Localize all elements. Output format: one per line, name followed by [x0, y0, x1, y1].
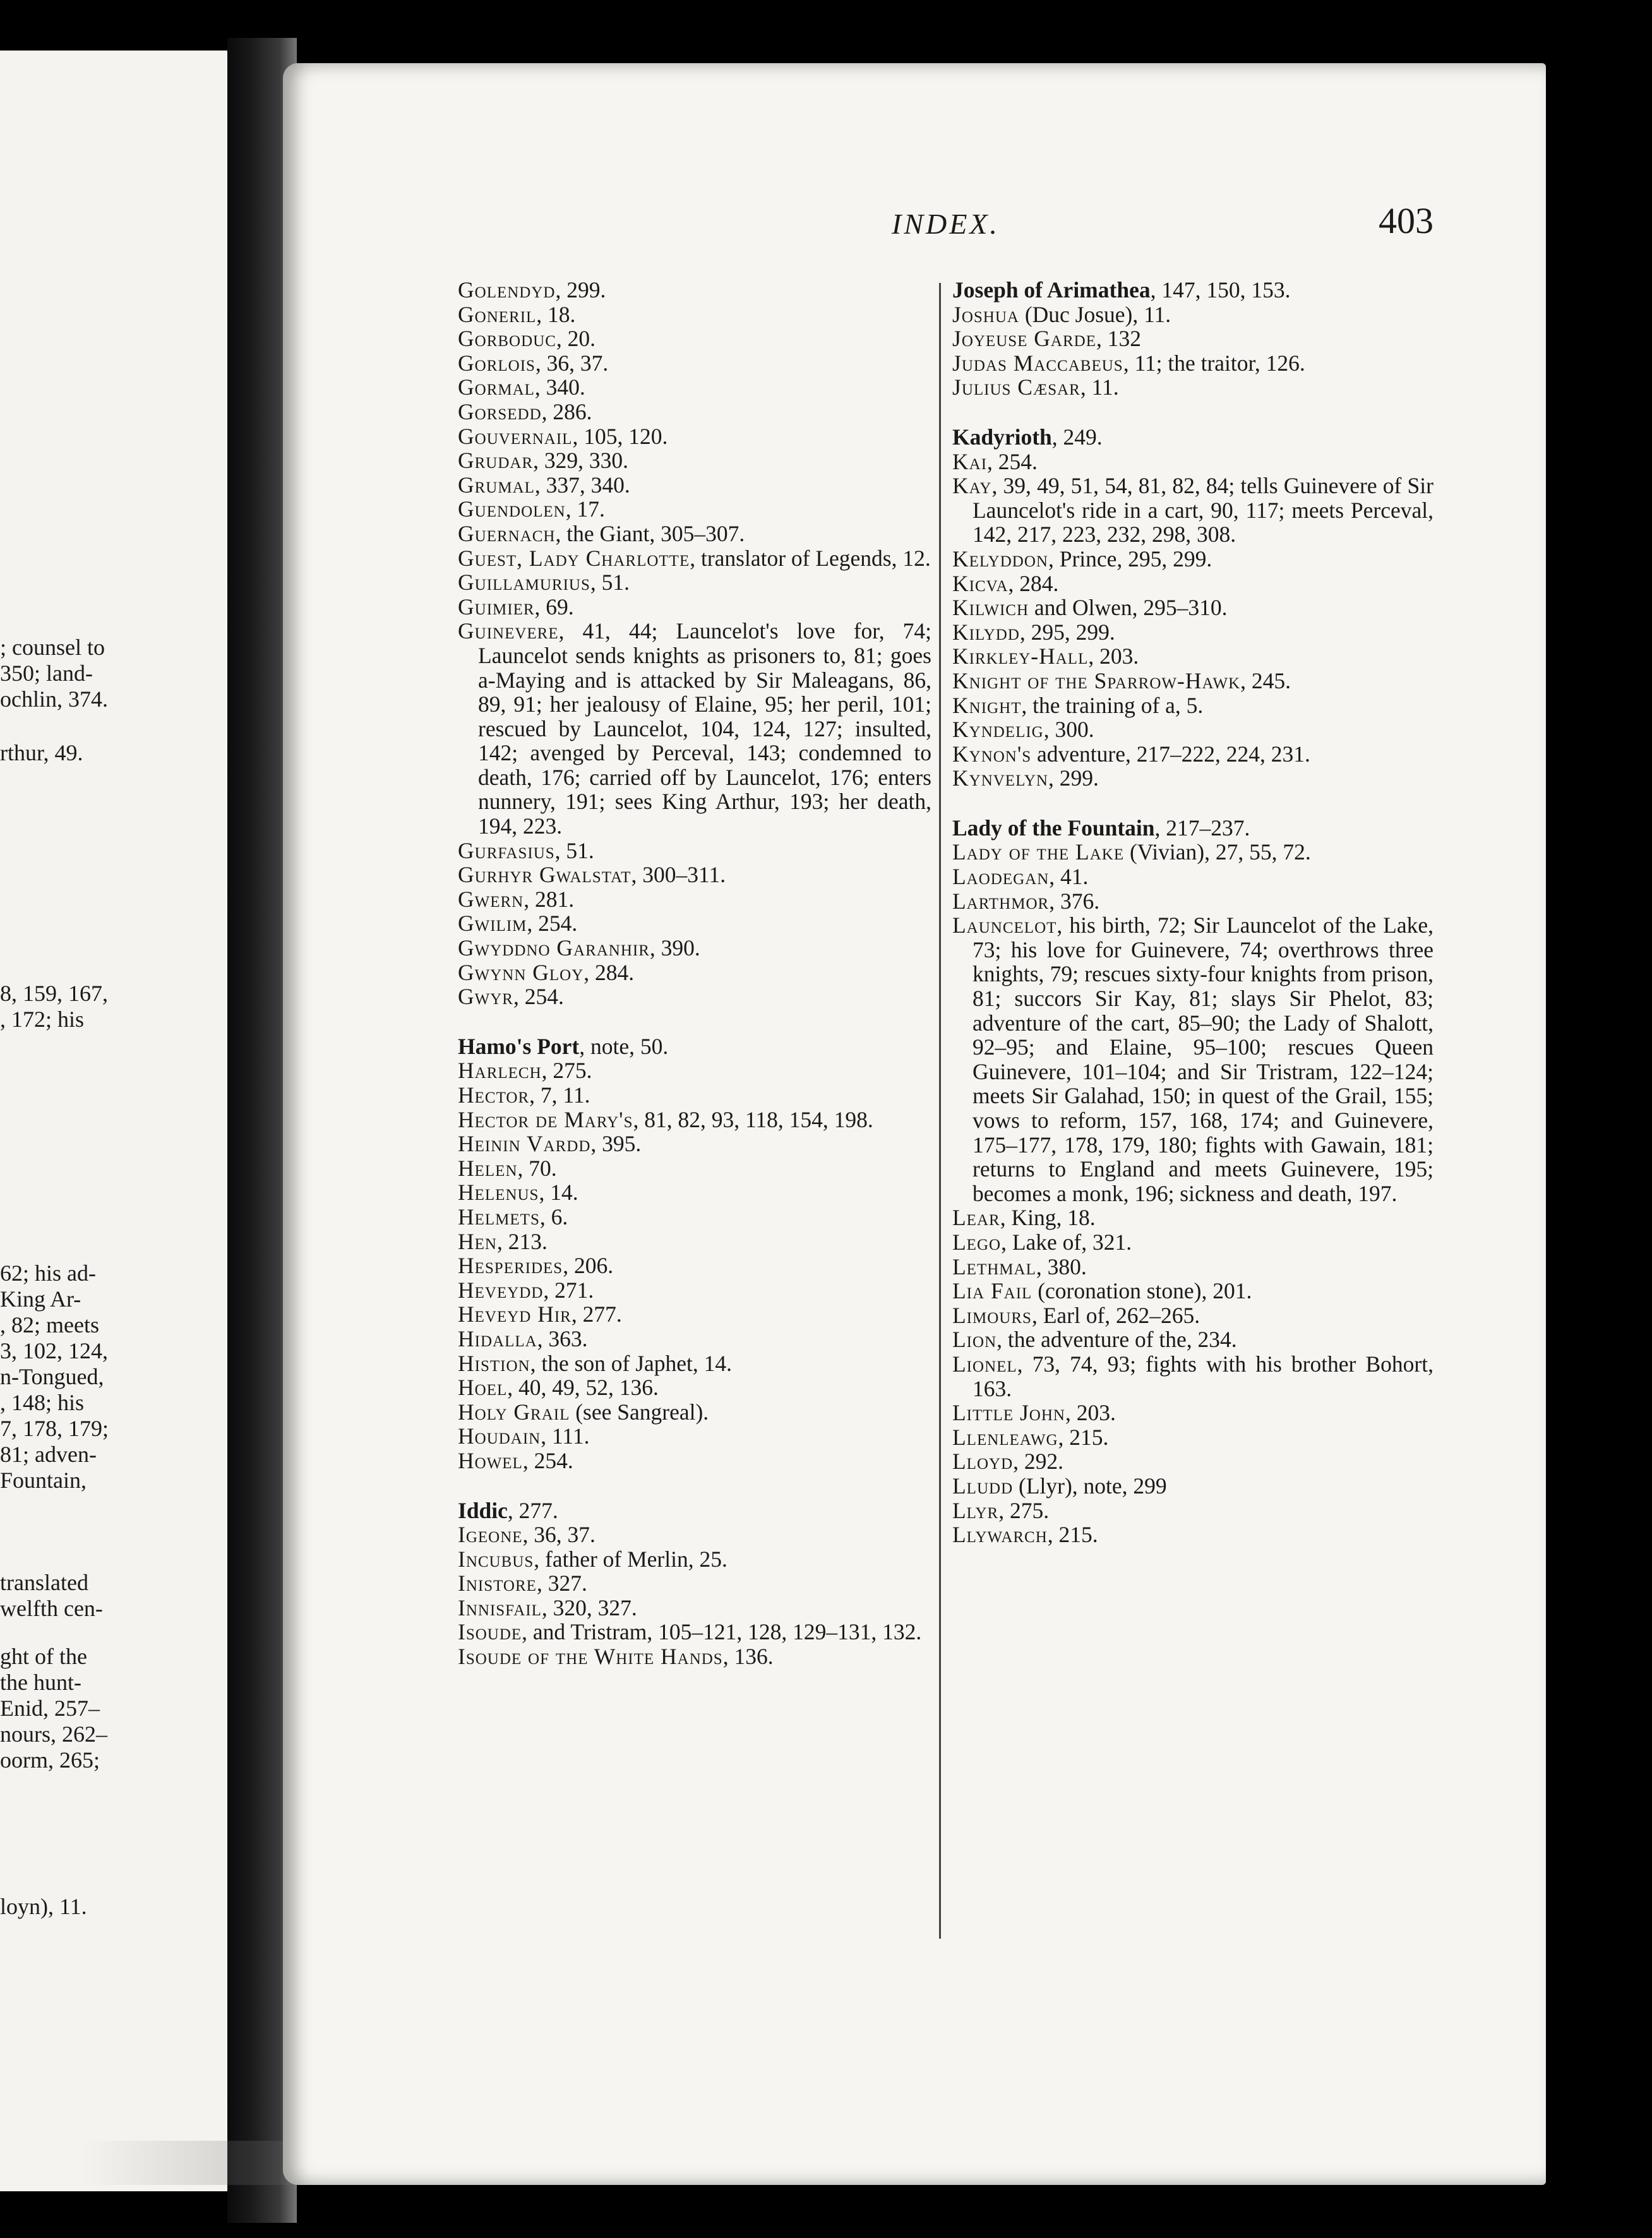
- index-headword: Laodegan: [952, 864, 1050, 890]
- index-entry: [952, 1474, 1434, 1499]
- index-headword: Llyr: [952, 1497, 999, 1523]
- index-headword: Harlech: [458, 1058, 542, 1084]
- index-references: , 73, 74, 93; fights with his brother Bohort, 163.: [973, 1351, 1434, 1401]
- index-headword: Lloyd: [952, 1449, 1014, 1475]
- index-headword: Hector: [458, 1082, 530, 1108]
- index-column-right: [952, 278, 1434, 1547]
- index-entry: [458, 619, 931, 838]
- index-headword: Lear: [952, 1205, 1000, 1231]
- index-entry: [952, 1303, 1434, 1328]
- index-references: , the son of Japhet, 14.: [530, 1350, 733, 1376]
- left-page-text-fragment: the hunt-: [0, 1670, 81, 1695]
- index-references: , 376.: [1049, 888, 1100, 914]
- index-entry: [952, 644, 1434, 669]
- index-headword: Hen: [458, 1228, 497, 1254]
- index-entry: [952, 1352, 1434, 1401]
- index-entry: [458, 1327, 931, 1351]
- index-headword: Grumal: [458, 472, 535, 498]
- index-entry: [952, 425, 1434, 450]
- index-references: , the adventure of the, 234.: [997, 1327, 1237, 1353]
- index-headword: Guest, Lady Charlotte: [458, 545, 690, 571]
- left-page-text-fragment: loyn), 11.: [0, 1894, 87, 1919]
- index-entry: [458, 522, 931, 546]
- index-headword: Gwyr: [458, 984, 513, 1010]
- index-entry: [952, 278, 1434, 302]
- index-entry: [458, 1351, 931, 1376]
- index-references: , 300–311.: [631, 862, 726, 888]
- column-rule: [939, 283, 941, 1939]
- index-entry: [458, 960, 931, 985]
- index-headword: Histion: [458, 1350, 530, 1376]
- index-headword: Guimier: [458, 594, 535, 619]
- index-entry: [458, 473, 931, 498]
- index-headword: Kyndelig: [952, 717, 1044, 743]
- index-entry: [458, 1424, 931, 1449]
- index-references: , 254.: [527, 911, 578, 936]
- index-references: , 271.: [543, 1277, 594, 1303]
- index-headword: Houdain: [458, 1423, 541, 1449]
- index-headword: Lionel: [952, 1351, 1017, 1377]
- index-headword: Kay: [952, 473, 992, 499]
- index-headword: Howel: [458, 1447, 523, 1473]
- index-entry: [458, 1523, 931, 1547]
- index-references: , 245.: [1240, 667, 1291, 693]
- index-entry: [458, 1400, 931, 1425]
- index-headword: Julius Cæsar: [952, 374, 1080, 400]
- index-entry: [458, 1278, 931, 1303]
- left-page-text-fragment: , 148; his: [0, 1390, 85, 1415]
- index-headword: Igeone: [458, 1522, 523, 1548]
- index-column-left: [458, 278, 931, 1669]
- index-entry: [458, 1205, 931, 1230]
- index-entry: [458, 984, 931, 1009]
- index-entry: [458, 839, 931, 863]
- index-references: , 295, 299.: [1019, 619, 1115, 645]
- index-entry: [952, 1401, 1434, 1425]
- index-headword: Lion: [952, 1327, 997, 1353]
- index-entry: [458, 1180, 931, 1205]
- index-references: , 6.: [539, 1204, 568, 1230]
- index-references: (Vivian), 27, 55, 72.: [1124, 839, 1311, 865]
- index-references: , 36, 37.: [522, 1522, 596, 1548]
- index-headword: Gorboduc: [458, 326, 556, 352]
- index-references: , 329, 330.: [533, 448, 629, 474]
- index-entry: [458, 302, 931, 327]
- index-references: , translator of Legends, 12.: [690, 545, 931, 571]
- index-references: , note, 50.: [579, 1033, 669, 1059]
- index-headword: Judas Maccabeus: [952, 350, 1123, 376]
- index-entry: [952, 1255, 1434, 1279]
- index-headword: Guinevere: [458, 618, 559, 644]
- index-headword: Launcelot: [952, 913, 1057, 938]
- index-entry: [952, 450, 1434, 474]
- letter-section-gap: [952, 791, 1434, 816]
- index-entry: [952, 766, 1434, 791]
- index-references: , 275.: [998, 1497, 1050, 1523]
- index-entry: [952, 669, 1434, 693]
- index-headword: Hamo's Port: [458, 1033, 580, 1059]
- index-references: , 41.: [1049, 864, 1089, 890]
- index-references: , 51.: [554, 837, 594, 863]
- index-entry: [458, 375, 931, 400]
- index-references: , 299.: [1048, 765, 1099, 791]
- index-headword: Isoude: [458, 1619, 522, 1645]
- index-entry: [458, 1254, 931, 1278]
- index-references: , 380.: [1036, 1254, 1087, 1279]
- index-headword: Gwilim: [458, 911, 527, 936]
- index-headword: Kelyddon: [952, 546, 1048, 571]
- index-references: , 206.: [563, 1253, 614, 1279]
- index-entry: [952, 1425, 1434, 1450]
- index-references: , 105, 120.: [572, 423, 668, 449]
- left-page-text-fragment: ochlin, 374.: [0, 686, 108, 712]
- index-headword: Heinin Vardd: [458, 1131, 591, 1157]
- index-entry: [952, 1327, 1434, 1352]
- index-entry: [458, 1449, 931, 1473]
- index-entry: [458, 936, 931, 960]
- index-entry: [458, 546, 931, 571]
- index-headword: Innisfail: [458, 1595, 542, 1620]
- index-references: , 254.: [513, 984, 564, 1010]
- index-entry: [952, 1449, 1434, 1474]
- index-entry: [952, 1279, 1434, 1303]
- index-entry: [952, 1230, 1434, 1255]
- index-headword: Lludd: [952, 1473, 1014, 1499]
- index-references: , Lake of, 321.: [1001, 1229, 1132, 1255]
- index-entry: [952, 717, 1434, 742]
- page-number: 403: [1379, 200, 1434, 241]
- index-references: (Duc Josue), 11.: [1019, 301, 1171, 327]
- letter-section-gap: [458, 1009, 931, 1034]
- index-headword: Llenleawg: [952, 1424, 1058, 1450]
- index-headword: Heveydd: [458, 1277, 544, 1303]
- index-headword: Goneril: [458, 301, 537, 327]
- index-entry: [458, 1156, 931, 1181]
- index-headword: Joshua: [952, 301, 1019, 327]
- index-entry: [458, 570, 931, 595]
- index-references: , 340.: [534, 374, 585, 400]
- index-headword: Llywarch: [952, 1522, 1048, 1548]
- index-headword: Lady of the Lake: [952, 839, 1125, 865]
- index-entry: [952, 1499, 1434, 1523]
- left-page-text-fragment: 62; his ad-: [0, 1260, 96, 1286]
- index-references: (coronation stone), 201.: [1032, 1278, 1252, 1304]
- index-references: , 14.: [539, 1180, 578, 1206]
- index-references: , 284.: [1008, 570, 1059, 596]
- index-headword: Holy Grail: [458, 1399, 570, 1425]
- left-page-text-fragment: translated: [0, 1570, 88, 1595]
- index-references: , King, 18.: [1000, 1205, 1096, 1231]
- index-references: , 51.: [590, 570, 630, 595]
- index-headword: Knight of the Sparrow-Hawk: [952, 667, 1241, 693]
- index-headword: Gorlois: [458, 350, 536, 376]
- index-entry: [458, 351, 931, 376]
- index-references: , 147, 150, 153.: [1150, 277, 1291, 302]
- index-headword: Gurfasius: [458, 837, 555, 863]
- left-page-text-fragment: 350; land-: [0, 661, 93, 686]
- index-entry: [952, 547, 1434, 571]
- index-headword: Kadyrioth: [952, 424, 1052, 450]
- index-references: , 286.: [541, 398, 592, 424]
- index-headword: Inistore: [458, 1571, 537, 1596]
- index-entry: [952, 375, 1434, 400]
- index-entry: [952, 840, 1434, 865]
- index-headword: Helenus: [458, 1180, 539, 1206]
- index-references: , 284.: [584, 959, 635, 985]
- index-entry: [458, 1302, 931, 1327]
- index-headword: Incubus: [458, 1546, 534, 1572]
- index-references: , 132: [1096, 326, 1141, 352]
- index-headword: Lia Fail: [952, 1278, 1032, 1304]
- index-references: , 41, 44; Launcelot's love for, 74; Launcelot sends knights as prisoners to, 81; goes a-Maying and is attacked by Sir Maleagans, 86, 89, 91; her jealousy of Elaine, 95; her peril, 101; rescued by Launcelot, 104, 124, 127; insulted, 142; avenged by Perceval, 143; condemned to death, 176; carried off by Launcelot, 176; enters nunnery, 191; sees King Arthur, 193; her death, 194, 223.: [478, 618, 931, 839]
- index-entry: [458, 497, 931, 522]
- index-entry: [458, 1499, 931, 1523]
- index-entry: [952, 595, 1434, 620]
- left-page-text-fragment: n-Tongued,: [0, 1364, 104, 1389]
- index-headword: Gouvernail: [458, 423, 573, 449]
- index-references: , father of Merlin, 25.: [534, 1546, 727, 1572]
- index-headword: Knight: [952, 692, 1022, 718]
- index-entry: [952, 816, 1434, 841]
- index-references: , 81, 82, 93, 118, 154, 198.: [633, 1106, 873, 1132]
- index-entry: [952, 693, 1434, 718]
- index-headword: Hesperides: [458, 1253, 563, 1279]
- index-entry: [952, 326, 1434, 351]
- index-references: , 281.: [524, 886, 575, 912]
- index-references: , 111.: [541, 1423, 590, 1449]
- index-headword: Gwyddno Garanhir: [458, 935, 650, 961]
- index-references: , 136.: [722, 1644, 774, 1670]
- index-headword: Lethmal: [952, 1254, 1036, 1279]
- index-references: , 337, 340.: [534, 472, 630, 498]
- index-entry: [458, 1375, 931, 1400]
- index-entry: [952, 474, 1434, 547]
- index-references: , 36, 37.: [535, 350, 609, 376]
- index-references: and Olwen, 295–310.: [1029, 595, 1228, 621]
- index-headword: Hidalla: [458, 1325, 537, 1351]
- index-entry: [952, 913, 1434, 1206]
- left-page-text-fragment: ; counsel to: [0, 635, 105, 660]
- index-headword: Iddic: [458, 1497, 508, 1523]
- index-entry: [952, 302, 1434, 327]
- left-page-text-fragment: , 172; his: [0, 1007, 85, 1032]
- left-page-text-fragment: 3, 102, 124,: [0, 1338, 108, 1363]
- index-entry: [952, 889, 1434, 914]
- index-entry: [458, 400, 931, 424]
- index-references: , 215.: [1058, 1424, 1109, 1450]
- index-headword: Gorsedd: [458, 398, 542, 424]
- index-references: , 390.: [649, 935, 700, 961]
- index-entry: [952, 351, 1434, 376]
- index-references: , 363.: [537, 1325, 588, 1351]
- index-headword: Kicva: [952, 570, 1009, 596]
- index-references: , and Tristram, 105–121, 128, 129–131, 132.: [522, 1619, 922, 1645]
- index-entry: [458, 1547, 931, 1572]
- left-page-text-fragment: welfth cen-: [0, 1596, 103, 1621]
- index-entry: [458, 1083, 931, 1108]
- index-headword: Joyeuse Garde: [952, 326, 1096, 352]
- index-entry: [458, 424, 931, 449]
- index-entry: [952, 571, 1434, 596]
- index-references: , the training of a, 5.: [1021, 692, 1204, 718]
- index-headword: Kynon's: [952, 741, 1032, 767]
- index-references: , 327.: [536, 1571, 587, 1596]
- index-headword: Hector de Mary's: [458, 1106, 633, 1132]
- left-page-text-fragment: 7, 178, 179;: [0, 1416, 109, 1441]
- index-entry: [458, 1644, 931, 1669]
- index-entry: [952, 865, 1434, 889]
- index-references: , the Giant, 305–307.: [555, 520, 745, 546]
- index-entry: [458, 448, 931, 473]
- previous-page-fragment: [0, 51, 227, 2191]
- index-entry: [458, 863, 931, 887]
- index-references: , 277.: [507, 1497, 558, 1523]
- index-references: , 299.: [555, 277, 606, 302]
- index-references: , 11.: [1080, 374, 1119, 400]
- index-references: , 277.: [571, 1302, 622, 1327]
- index-headword: Golendyd: [458, 277, 556, 302]
- index-headword: Guendolen: [458, 496, 566, 522]
- index-references: , 18.: [536, 301, 576, 327]
- index-references: , 292.: [1013, 1449, 1063, 1475]
- index-headword: Hoel: [458, 1375, 508, 1401]
- index-headword: Gormal: [458, 374, 535, 400]
- left-page-text-fragment: 8, 159, 167,: [0, 981, 108, 1006]
- index-references: , 70.: [517, 1155, 557, 1181]
- left-page-text-fragment: oorm, 265;: [0, 1747, 100, 1773]
- index-entry: [458, 1108, 931, 1132]
- index-headword: Helmets: [458, 1204, 540, 1230]
- index-references: , his birth, 72; Sir Launcelot of the Lake, 73; his love for Guinevere, 74; overthrows three knights, 79; rescues sixty-four knights from prison, 81; succors Sir Kay, 81; slays Sir Phelot, 83; adventure of the cart, 85–90; the Lady of Shalott, 92–95; and Elaine, 95–100; rescues Queen Guinevere, 101–104; and Sir Tristram, 122–124; meets Sir Galahad, 150; in quest of the Grail, 155; vows to reform, 157, 168, 174; and Guinevere, 175–177, 178, 179, 180; fights with Gawain, 181; returns to England and meets Guinevere, 195; becomes a monk, 196; sickness and death, 197.: [973, 913, 1434, 1206]
- index-references: , 395.: [590, 1131, 642, 1157]
- left-page-text-fragment: 81; adven-: [0, 1442, 97, 1467]
- index-headword: Helen: [458, 1155, 518, 1181]
- left-page-text-fragment: nours, 262–: [0, 1721, 107, 1747]
- index-entry: [458, 887, 931, 912]
- index-references: , 203.: [1065, 1400, 1116, 1426]
- index-references: (Llyr), note, 299: [1013, 1473, 1167, 1499]
- index-references: , 217–237.: [1154, 815, 1250, 841]
- index-references: , 69.: [534, 594, 574, 619]
- index-headword: Larthmor: [952, 888, 1050, 914]
- index-headword: Guernach: [458, 520, 556, 546]
- index-references: (see Sangreal).: [570, 1399, 709, 1425]
- index-references: , 320, 327.: [541, 1595, 637, 1620]
- index-headword: Limours: [952, 1302, 1032, 1328]
- left-page-text-fragment: rthur, 49.: [0, 740, 83, 765]
- index-headword: Joseph of Arimathea: [952, 277, 1151, 302]
- letter-section-gap: [458, 1473, 931, 1499]
- index-headword: Kilydd: [952, 619, 1020, 645]
- index-headword: Lady of the Fountain: [952, 815, 1155, 841]
- left-page-text-fragment: Enid, 257–: [0, 1696, 100, 1721]
- index-entry: [952, 742, 1434, 767]
- index-entry: [952, 1523, 1434, 1547]
- index-entry: [458, 1132, 931, 1156]
- index-references: , 11; the traitor, 126.: [1123, 350, 1305, 376]
- index-entry: [458, 1058, 931, 1083]
- index-references: adventure, 217–222, 224, 231.: [1031, 741, 1310, 767]
- index-references: , 203.: [1088, 643, 1139, 669]
- index-headword: Heveyd Hir: [458, 1302, 572, 1327]
- index-entry: [458, 1230, 931, 1254]
- index-entry: [458, 326, 931, 351]
- index-references: , 7, 11.: [529, 1082, 590, 1108]
- index-references: , 213.: [496, 1228, 548, 1254]
- index-entry: [458, 1034, 931, 1059]
- left-page-text-fragment: King Ar-: [0, 1286, 81, 1312]
- index-entry: [458, 595, 931, 619]
- index-headword: Isoude of the White Hands: [458, 1644, 723, 1670]
- index-references: , 249.: [1051, 424, 1103, 450]
- index-headword: Kilwich: [952, 595, 1029, 621]
- index-headword: Gwern: [458, 886, 524, 912]
- index-entry: [458, 1596, 931, 1620]
- index-entry: [952, 1206, 1434, 1230]
- index-headword: Gwynn Gloy: [458, 959, 584, 985]
- index-headword: Guillamurius: [458, 570, 590, 595]
- index-entry: [458, 1571, 931, 1596]
- index-references: , 254.: [522, 1447, 573, 1473]
- index-references: , 300.: [1043, 717, 1094, 743]
- index-references: , 39, 49, 51, 54, 81, 82, 84; tells Guinevere of Sir Launcelot's ride in a cart, 90, 117; meets Perceval, 142, 217, 223, 232, 298, 308.: [973, 473, 1434, 548]
- index-references: , Earl of, 262–265.: [1031, 1302, 1200, 1328]
- index-headword: Kai: [952, 448, 988, 474]
- index-headword: Grudar: [458, 448, 534, 474]
- index-references: , 254.: [987, 448, 1038, 474]
- index-headword: Lego: [952, 1229, 1002, 1255]
- left-page-text-fragment: ght of the: [0, 1644, 87, 1669]
- index-headword: Kynvelyn: [952, 765, 1048, 791]
- index-references: , 275.: [541, 1058, 592, 1084]
- index-headword: Kirkley-Hall: [952, 643, 1089, 669]
- index-headword: Little John: [952, 1400, 1065, 1426]
- left-page-text-fragment: , 82; meets: [0, 1312, 99, 1337]
- left-page-text-fragment: Fountain,: [0, 1468, 87, 1493]
- index-entry: [458, 278, 931, 302]
- running-head: INDEX.: [892, 208, 1000, 240]
- index-headword: Gurhyr Gwalstat: [458, 862, 631, 888]
- index-entry: [458, 911, 931, 936]
- index-references: , 17.: [565, 496, 605, 522]
- index-entry: [458, 1620, 931, 1644]
- letter-section-gap: [952, 400, 1434, 425]
- index-entry: [952, 620, 1434, 645]
- index-references: , 40, 49, 52, 136.: [507, 1375, 659, 1401]
- index-references: , 20.: [556, 326, 596, 352]
- index-references: , 215.: [1047, 1522, 1098, 1548]
- index-references: , Prince, 295, 299.: [1048, 546, 1212, 571]
